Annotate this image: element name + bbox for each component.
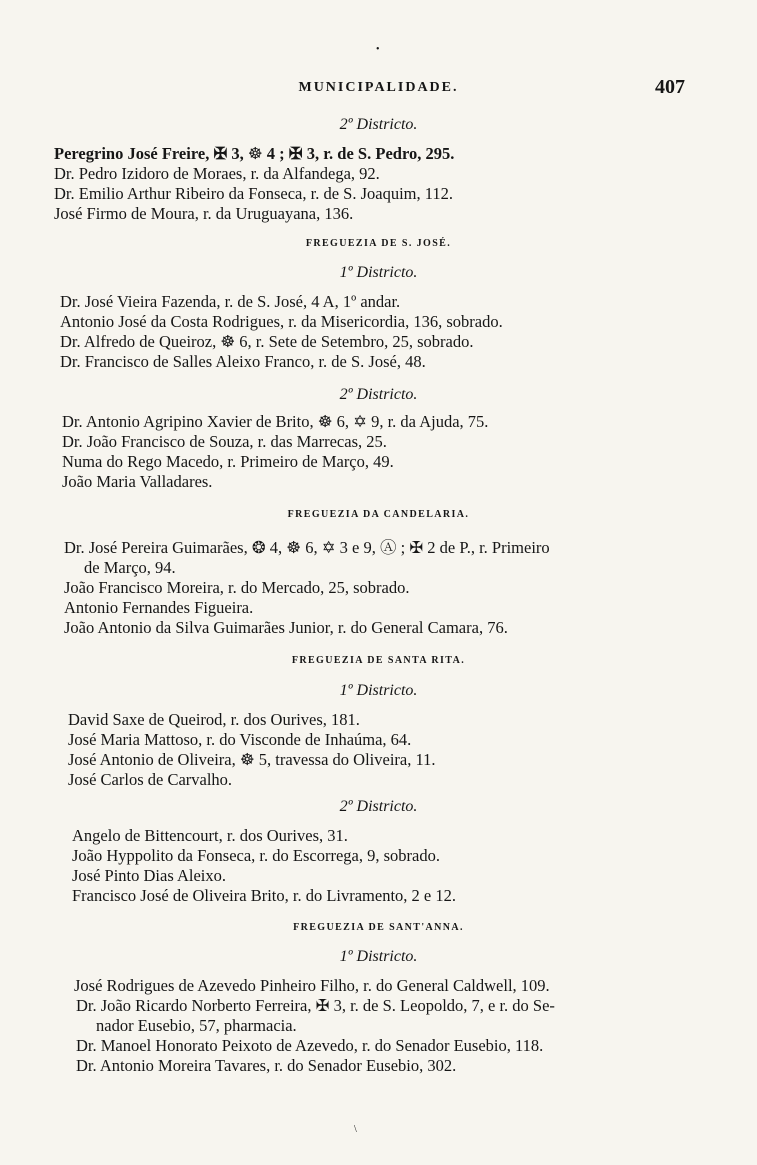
list-item: Dr. Pedro Izidoro de Moraes, r. da Alfandega, 92. (54, 164, 380, 183)
list-item: Dr. Manoel Honorato Peixoto de Azevedo, r. do Senador Eusebio, 118. (76, 1036, 544, 1055)
list-item: Dr. Emilio Arthur Ribeiro da Fonseca, r. de S. Joaquim, 112. (54, 184, 454, 203)
list-item: Antonio Fernandes Figueira. (64, 598, 254, 617)
list-item: João Hyppolito da Fonseca, r. do Escorrega, 9, sobrado. (72, 846, 440, 865)
district-heading: 2º Districto. (339, 798, 418, 815)
list-item: João Maria Valladares. (62, 472, 213, 491)
district-heading: 1º Districto. (339, 264, 418, 281)
list-item: Dr. João Francisco de Souza, r. das Marrecas, 25. (62, 432, 387, 451)
list-item: Dr. Antonio Moreira Tavares, r. do Senador Eusebio, 302. (76, 1056, 457, 1075)
parish-heading: FREGUEZIA DE SANTA RITA. (291, 655, 466, 666)
list-item: de Março, 94. (84, 558, 176, 577)
district-heading: 2º Districto. (339, 116, 418, 133)
list-item: Numa do Rego Macedo, r. Primeiro de Março, 49. (62, 452, 394, 471)
parish-heading: FREGUEZIA DA CANDELARIA. (287, 509, 470, 520)
list-item: José Pinto Dias Aleixo. (72, 866, 227, 885)
parish-heading: FREGUEZIA DE S. JOSÉ. (305, 238, 452, 249)
list-item: João Antonio da Silva Guimarães Junior, r. do General Camara, 76. (64, 618, 508, 637)
list-item: nador Eusebio, 57, pharmacia. (96, 1016, 297, 1035)
district-heading: 2º Districto. (339, 386, 418, 403)
list-item: Antonio José da Costa Rodrigues, r. da Misericordia, 136, sobrado. (60, 312, 503, 331)
list-item: José Antonio de Oliveira, ☸ 5, travessa do Oliveira, 11. (68, 750, 436, 769)
list-item: Dr. José Vieira Fazenda, r. de S. José, 4 A, 1º andar. (60, 292, 401, 311)
print-speck: • (376, 44, 380, 55)
list-item: David Saxe de Queirod, r. dos Ourives, 181. (68, 710, 360, 729)
list-item: Dr. Alfredo de Queiroz, ☸ 6, r. Sete de Setembro, 25, sobrado. (60, 332, 474, 351)
page-title: MUNICIPALIDADE. (298, 80, 459, 95)
district-heading: 1º Districto. (339, 682, 418, 699)
print-speck: \ (354, 1124, 357, 1135)
list-item: Francisco José de Oliveira Brito, r. do Livramento, 2 e 12. (72, 886, 456, 905)
list-item: Dr. José Pereira Guimarães, ❂ 4, ☸ 6, ✡ 3 e 9, Ⓐ ; ✠ 2 de P., r. Primeiro (64, 538, 550, 557)
list-item: Peregrino José Freire, ✠ 3, ☸ 4 ; ✠ 3, r. de S. Pedro, 295. (54, 144, 455, 163)
list-item: José Maria Mattoso, r. do Visconde de Inhaúma, 64. (68, 730, 412, 749)
list-item: Dr. João Ricardo Norberto Ferreira, ✠ 3, r. de S. Leopoldo, 7, e r. do Se- (76, 996, 555, 1015)
parish-heading: FREGUEZIA DE SANT'ANNA. (293, 922, 464, 933)
list-item: José Rodrigues de Azevedo Pinheiro Filho, r. do General Caldwell, 109. (74, 976, 550, 995)
page-number: 407 (655, 76, 685, 98)
list-item: José Firmo de Moura, r. da Uruguayana, 136. (54, 204, 354, 223)
district-heading: 1º Districto. (339, 948, 418, 965)
list-item: Dr. Francisco de Salles Aleixo Franco, r. de S. José, 48. (60, 352, 426, 371)
list-item: João Francisco Moreira, r. do Mercado, 25, sobrado. (64, 578, 410, 597)
list-item: Dr. Antonio Agripino Xavier de Brito, ☸ 6, ✡ 9, r. da Ajuda, 75. (62, 412, 489, 431)
list-item: Angelo de Bittencourt, r. dos Ourives, 31. (72, 826, 348, 845)
list-item: José Carlos de Carvalho. (68, 770, 233, 789)
